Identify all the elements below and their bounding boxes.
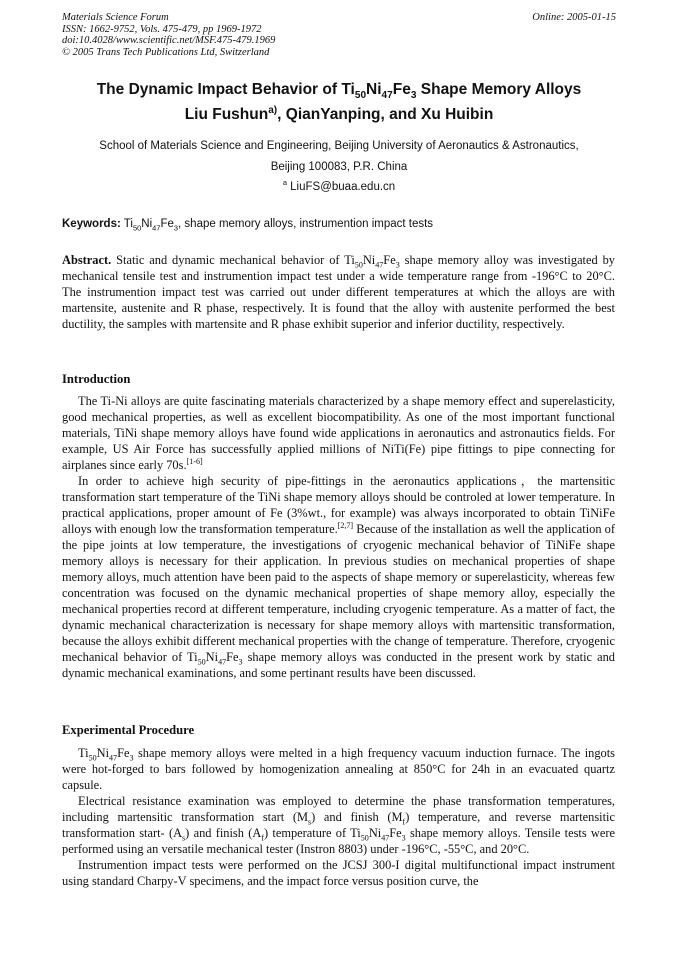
- copyright-line: © 2005 Trans Tech Publications Ltd, Switzerland: [62, 46, 270, 58]
- exp-paragraph-2: Electrical resistance examination was employed to determine the phase transformation temperatures, including martensitic transformation start $(M_s)$ and finish $(M_f)$ temperature, and reverse martensitic transformation start- $(A_s)$ and finish $(A_f)$ temperature of $Ti_{50}Ni_{47}Fe_3$ shape memory alloys. Tensile tests were performed using an versatile mechanical tester (Instron 8803) under -196°C, -55°C, and 20°C.: [62, 794, 615, 856]
- journal-header: [62, 12, 275, 58]
- intro-paragraph-1: The Ti-Ni alloys are quite fascinating materials characterized by a shape memory effect and superelasticity, good mechanical properties, as well as excellent biocompatibility. As one of the most important functional materials, TiNi shape memory alloys have found wide applications in aeronautics and astronautics fields. For example, US Air Force has successfully applied millions of NiTi(Fe) pipe fittings to pipe connecting for airplanes since early 70s.[1-6]: [62, 394, 615, 472]
- exp-paragraph-1: $Ti_{50}Ni_{47}Fe_3$ shape memory alloys were melted in a high frequency vacuum induction furnace. The ingots were hot-forged to bars followed by homogenization annealing at 850°C for 24h in an evacuated quartz capsule.: [62, 746, 615, 792]
- online-date: Online: 2005-01-15: [532, 12, 616, 23]
- doi-line: doi:10.4028/www.scientific.net/MSF.475-479.1969: [62, 35, 276, 46]
- author-email: $^a$ LiuFS@buaa.edu.cn: [282, 178, 396, 193]
- introduction-body: [62, 393, 615, 681]
- affiliation-line-2: Beijing 100083, P.R. China: [270, 161, 408, 173]
- experimental-body: [62, 745, 615, 889]
- journal-name: Materials Science Forum: [62, 12, 169, 23]
- paper-title: The Dynamic Impact Behavior of $Ti_{50}Ni_{47}Fe_3$ Shape Memory Alloys: [96, 81, 582, 102]
- abstract: Abstract. Static and dynamic mechanical behavior of $Ti_{50}Ni_{47}Fe_3$ shape memory alloy was investigated by mechanical tensile test and instrumention impact test under a wide temperature range from -196°C to 20°C. The instrumention impact test was carried out under different temperatures at which the alloys are with martensite, austenite and R phase, respectively. It is found that the alloy with austenite performed the best ductility, the samples with martensite and R phase exhibit superior and inferior ductility, respectively.: [62, 253, 615, 331]
- introduction-heading: Introduction: [62, 372, 131, 386]
- author-list: Liu Fushun$^{a)}$, QianYanping, and Xu Huibin: [184, 104, 494, 123]
- keywords: Keywords: $Ti_{50}Ni_{47}Fe_3$, shape memory alloys, instrumention impact tests: [62, 218, 434, 233]
- exp-paragraph-3: Instrumention impact tests were performed on the JCSJ 300-I digital multifunctional impact instrument using standard Charpy-V specimens, and the impact force versus position curve, the: [62, 858, 615, 888]
- affiliation-line-1: School of Materials Science and Engineering, Beijing University of Aeronautics & Astronautics,: [99, 140, 579, 152]
- intro-paragraph-2: In order to achieve high security of pipe-fittings in the aeronautics applications，the martensitic transformation start temperature of the TiNi shape memory alloys should be controled at lower temperature. In practical applications, proper amount of Fe (3%wt., for example) was always incorporated to obtain TiNiFe alloys with enough low the transformation temperature.[2,7] Because of the installation as well the application of the pipe joints at low temperature, the investigations of cryogenic mechanical behavior of TiNiFe shape memory alloys is necessary for their application. In previous studies on mechanical properties of shape memory alloys, much attention have been paid to the aspects of shape memory or superelasticity, whereas few concentration was focused on the dynamic mechanical properties of shape memory alloy, especially the mechanical properties record at different temperature, including cryogenic temperature. As a matter of fact, the dynamic mechanical characterization is necessary for shape memory alloys with martensitic transformation, because the alloys exhibit different mechanical properties with the change of temperature. Therefore, cryogenic mechanical behavior of $Ti_{50}Ni_{47}Fe_3$ shape memory alloys was conducted in the present work by static and dynamic mechanical examinations, and some pertinant results have been discussed.: [62, 474, 616, 680]
- issn-line: ISSN: 1662-9752, Vols. 475-479, pp 1969-1972: [62, 23, 262, 35]
- experimental-heading: Experimental Procedure: [62, 723, 195, 737]
